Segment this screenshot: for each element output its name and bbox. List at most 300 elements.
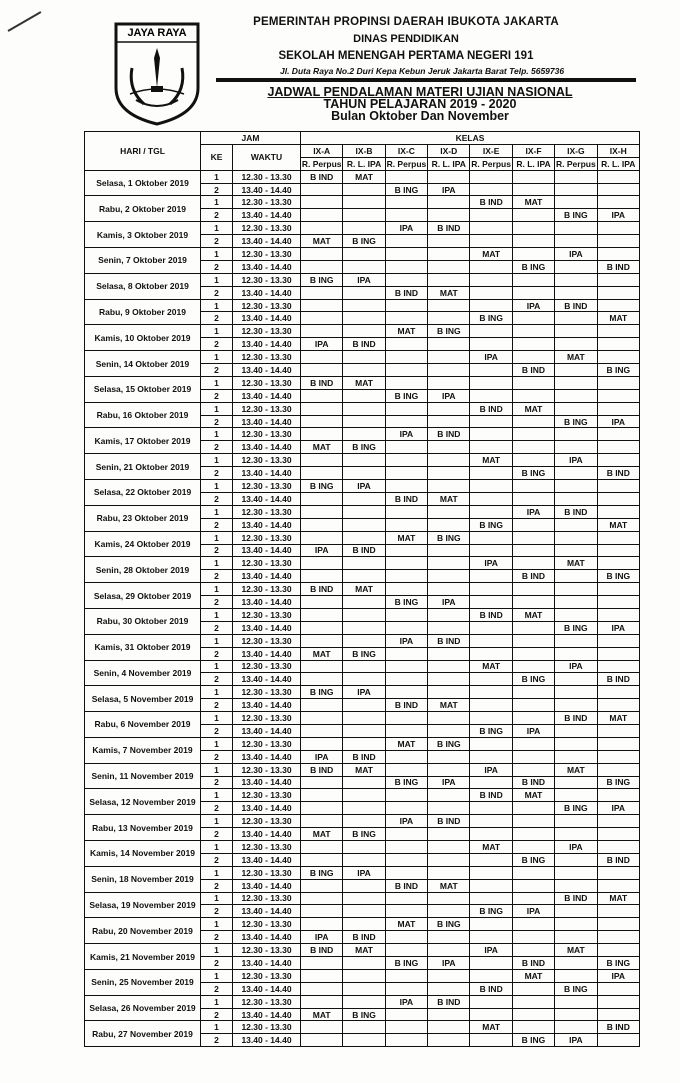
slot-number: 1: [201, 531, 233, 544]
subject-cell: [428, 621, 470, 634]
subject-cell: [428, 570, 470, 583]
subject-cell: [470, 325, 512, 338]
subject-cell: [597, 454, 639, 467]
subject-cell: [428, 944, 470, 957]
table-row: [85, 505, 640, 518]
slot-time: 13.40 - 14.40: [233, 776, 301, 789]
subject-cell: B ING: [343, 235, 385, 248]
subject-cell: [555, 583, 597, 596]
slot-number: 2: [201, 415, 233, 428]
subject-cell: [385, 763, 427, 776]
subject-cell: B ING: [512, 467, 554, 480]
subject-cell: [301, 351, 343, 364]
subject-cell: B IND: [428, 995, 470, 1008]
subject-cell: MAT: [470, 1021, 512, 1034]
slot-number: 1: [201, 428, 233, 441]
subject-cell: [428, 518, 470, 531]
subject-cell: [470, 737, 512, 750]
subject-cell: [385, 505, 427, 518]
subject-cell: B ING: [555, 802, 597, 815]
subject-cell: [343, 454, 385, 467]
table-row: [85, 428, 640, 441]
subject-cell: [343, 196, 385, 209]
subject-cell: [597, 828, 639, 841]
subject-cell: B ING: [385, 596, 427, 609]
subject-cell: [343, 1034, 385, 1047]
subject-cell: [428, 454, 470, 467]
subject-cell: [512, 686, 554, 699]
subject-cell: [343, 222, 385, 235]
subject-cell: [385, 518, 427, 531]
subject-cell: [470, 712, 512, 725]
subject-cell: [597, 931, 639, 944]
subject-cell: [512, 802, 554, 815]
slot-number: 1: [201, 712, 233, 725]
header-class: IX-C: [385, 144, 427, 157]
subject-cell: IPA: [385, 428, 427, 441]
subject-cell: [343, 879, 385, 892]
slot-time: 13.40 - 14.40: [233, 441, 301, 454]
subject-cell: [512, 235, 554, 248]
subject-cell: [428, 712, 470, 725]
subject-cell: [385, 570, 427, 583]
table-row: [85, 248, 640, 261]
subject-cell: MAT: [512, 608, 554, 621]
slot-number: 2: [201, 596, 233, 609]
agency-name: DINAS PENDIDIKAN: [353, 33, 459, 45]
slot-number: 2: [201, 879, 233, 892]
table-row: [85, 531, 640, 544]
subject-cell: B IND: [343, 338, 385, 351]
subject-cell: [343, 621, 385, 634]
subject-cell: B IND: [470, 402, 512, 415]
slot-number: 1: [201, 351, 233, 364]
subject-cell: B ING: [301, 273, 343, 286]
slot-number: 2: [201, 1034, 233, 1047]
government-name: PEMERINTAH PROPINSI DAERAH IBUKOTA JAKARTA: [253, 16, 559, 28]
subject-cell: [470, 531, 512, 544]
subject-cell: [428, 853, 470, 866]
table-row: [85, 376, 640, 389]
subject-cell: [512, 531, 554, 544]
subject-cell: IPA: [470, 763, 512, 776]
subject-cell: [512, 1008, 554, 1021]
subject-cell: [555, 750, 597, 763]
day-date: Selasa, 8 Oktober 2019: [85, 273, 201, 299]
slot-number: 2: [201, 312, 233, 325]
subject-cell: IPA: [301, 544, 343, 557]
slot-number: 1: [201, 866, 233, 879]
subject-cell: [385, 905, 427, 918]
slot-number: 2: [201, 724, 233, 737]
subject-cell: [597, 480, 639, 493]
subject-cell: [301, 815, 343, 828]
subject-cell: [597, 248, 639, 261]
subject-cell: [512, 338, 554, 351]
table-row: [85, 454, 640, 467]
slot-number: 2: [201, 776, 233, 789]
subject-cell: [512, 944, 554, 957]
subject-cell: B ING: [512, 260, 554, 273]
subject-cell: [343, 389, 385, 402]
subject-cell: [555, 441, 597, 454]
subject-cell: MAT: [512, 789, 554, 802]
slot-time: 12.30 - 13.30: [233, 634, 301, 647]
subject-cell: MAT: [597, 312, 639, 325]
subject-cell: B IND: [555, 712, 597, 725]
subject-cell: [512, 415, 554, 428]
subject-cell: [555, 789, 597, 802]
slot-time: 12.30 - 13.30: [233, 815, 301, 828]
slot-time: 12.30 - 13.30: [233, 892, 301, 905]
subject-cell: [428, 828, 470, 841]
subject-cell: [301, 518, 343, 531]
slot-number: 2: [201, 931, 233, 944]
subject-cell: [597, 338, 639, 351]
subject-cell: [512, 544, 554, 557]
slot-number: 1: [201, 273, 233, 286]
subject-cell: [385, 750, 427, 763]
table-row: [85, 944, 640, 957]
subject-cell: [470, 621, 512, 634]
subject-cell: [385, 209, 427, 222]
slot-time: 13.40 - 14.40: [233, 492, 301, 505]
subject-cell: MAT: [385, 737, 427, 750]
subject-cell: [470, 957, 512, 970]
subject-cell: B ING: [597, 957, 639, 970]
slot-time: 12.30 - 13.30: [233, 763, 301, 776]
subject-cell: B ING: [555, 621, 597, 634]
subject-cell: IPA: [301, 750, 343, 763]
day-date: Kamis, 14 November 2019: [85, 840, 201, 866]
subject-cell: [470, 183, 512, 196]
subject-cell: MAT: [343, 376, 385, 389]
slot-number: 1: [201, 376, 233, 389]
slot-time: 12.30 - 13.30: [233, 428, 301, 441]
slot-time: 12.30 - 13.30: [233, 583, 301, 596]
slot-number: 2: [201, 750, 233, 763]
subject-cell: [597, 724, 639, 737]
subject-cell: [470, 428, 512, 441]
subject-cell: MAT: [343, 583, 385, 596]
subject-cell: [470, 931, 512, 944]
day-date: Rabu, 6 November 2019: [85, 712, 201, 738]
subject-cell: MAT: [555, 944, 597, 957]
subject-cell: [512, 170, 554, 183]
slot-time: 13.40 - 14.40: [233, 389, 301, 402]
subject-cell: [428, 351, 470, 364]
slot-time: 12.30 - 13.30: [233, 789, 301, 802]
slot-time: 12.30 - 13.30: [233, 402, 301, 415]
subject-cell: B ING: [512, 853, 554, 866]
subject-cell: [470, 286, 512, 299]
subject-cell: [470, 815, 512, 828]
slot-time: 12.30 - 13.30: [233, 944, 301, 957]
subject-cell: [301, 402, 343, 415]
slot-time: 12.30 - 13.30: [233, 222, 301, 235]
subject-cell: [555, 260, 597, 273]
slot-time: 12.30 - 13.30: [233, 351, 301, 364]
subject-cell: [343, 673, 385, 686]
subject-cell: IPA: [555, 840, 597, 853]
slot-number: 2: [201, 957, 233, 970]
day-date: Kamis, 24 Oktober 2019: [85, 531, 201, 557]
subject-cell: [555, 376, 597, 389]
subject-cell: [428, 260, 470, 273]
slot-time: 13.40 - 14.40: [233, 931, 301, 944]
subject-cell: [512, 273, 554, 286]
subject-cell: IPA: [470, 351, 512, 364]
subject-cell: [343, 892, 385, 905]
subject-cell: [385, 557, 427, 570]
subject-cell: [597, 944, 639, 957]
subject-cell: [512, 699, 554, 712]
subject-cell: [470, 802, 512, 815]
subject-cell: B IND: [512, 776, 554, 789]
subject-cell: [555, 492, 597, 505]
slot-number: 2: [201, 905, 233, 918]
subject-cell: B ING: [597, 364, 639, 377]
subject-cell: [428, 196, 470, 209]
subject-cell: [343, 634, 385, 647]
header-jam: JAM: [201, 132, 301, 145]
slot-number: 2: [201, 570, 233, 583]
subject-cell: [343, 776, 385, 789]
slot-number: 1: [201, 737, 233, 750]
table-row: [85, 273, 640, 286]
subject-cell: B IND: [512, 570, 554, 583]
subject-cell: [301, 183, 343, 196]
subject-cell: [301, 673, 343, 686]
subject-cell: [385, 196, 427, 209]
title-line-2: TAHUN PELAJARAN 2019 - 2020: [323, 97, 517, 111]
subject-cell: B IND: [301, 376, 343, 389]
subject-cell: [428, 441, 470, 454]
subject-cell: [343, 518, 385, 531]
subject-cell: MAT: [343, 170, 385, 183]
subject-cell: [385, 866, 427, 879]
subject-cell: MAT: [385, 918, 427, 931]
table-row: [85, 170, 640, 183]
day-date: Senin, 4 November 2019: [85, 660, 201, 686]
subject-cell: IPA: [301, 931, 343, 944]
subject-cell: B ING: [555, 415, 597, 428]
slot-time: 13.40 - 14.40: [233, 338, 301, 351]
subject-cell: [597, 505, 639, 518]
subject-cell: [385, 931, 427, 944]
subject-cell: B ING: [343, 441, 385, 454]
subject-cell: [428, 840, 470, 853]
day-date: Kamis, 7 November 2019: [85, 737, 201, 763]
subject-cell: [470, 273, 512, 286]
subject-cell: [555, 866, 597, 879]
day-date: Rabu, 2 Oktober 2019: [85, 196, 201, 222]
subject-cell: [555, 699, 597, 712]
subject-cell: [385, 338, 427, 351]
logo-text: JAYA RAYA: [127, 27, 187, 39]
table-row: [85, 1021, 640, 1034]
header-room: R. Perpus: [301, 158, 342, 169]
subject-cell: [428, 505, 470, 518]
subject-cell: B ING: [428, 325, 470, 338]
subject-cell: [470, 441, 512, 454]
subject-cell: B IND: [555, 892, 597, 905]
subject-cell: [597, 441, 639, 454]
subject-cell: [512, 712, 554, 725]
subject-cell: B ING: [301, 686, 343, 699]
subject-cell: MAT: [512, 969, 554, 982]
subject-cell: IPA: [343, 273, 385, 286]
slot-time: 13.40 - 14.40: [233, 802, 301, 815]
letterhead-rule: [216, 78, 636, 82]
subject-cell: [343, 789, 385, 802]
pen-mark: [8, 11, 42, 32]
slot-number: 2: [201, 853, 233, 866]
slot-number: 1: [201, 454, 233, 467]
slot-time: 13.40 - 14.40: [233, 596, 301, 609]
slot-time: 13.40 - 14.40: [233, 312, 301, 325]
table-row: [85, 222, 640, 235]
slot-number: 1: [201, 763, 233, 776]
subject-cell: B IND: [343, 544, 385, 557]
slot-time: 13.40 - 14.40: [233, 699, 301, 712]
table-row: [85, 402, 640, 415]
table-row: [85, 480, 640, 493]
subject-cell: [597, 1008, 639, 1021]
subject-cell: [343, 351, 385, 364]
subject-cell: [555, 389, 597, 402]
subject-cell: IPA: [428, 957, 470, 970]
subject-cell: B ING: [301, 480, 343, 493]
subject-cell: [555, 737, 597, 750]
slot-number: 1: [201, 583, 233, 596]
subject-cell: B IND: [301, 763, 343, 776]
subject-cell: [512, 557, 554, 570]
slot-time: 13.40 - 14.40: [233, 982, 301, 995]
day-date: Senin, 25 November 2019: [85, 969, 201, 995]
subject-cell: [301, 415, 343, 428]
slot-number: 2: [201, 467, 233, 480]
subject-cell: [428, 583, 470, 596]
subject-cell: [301, 428, 343, 441]
subject-cell: [428, 1034, 470, 1047]
subject-cell: [343, 815, 385, 828]
subject-cell: B ING: [428, 531, 470, 544]
subject-cell: IPA: [301, 338, 343, 351]
subject-cell: [555, 905, 597, 918]
slot-time: 12.30 - 13.30: [233, 299, 301, 312]
subject-cell: [385, 789, 427, 802]
subject-cell: MAT: [428, 492, 470, 505]
subject-cell: [343, 286, 385, 299]
subject-cell: [555, 608, 597, 621]
subject-cell: [385, 544, 427, 557]
subject-cell: B ING: [470, 312, 512, 325]
subject-cell: [555, 647, 597, 660]
subject-cell: [470, 544, 512, 557]
header-room: R. L. IPA: [512, 157, 554, 170]
table-row: [85, 712, 640, 725]
subject-cell: [555, 995, 597, 1008]
slot-number: 1: [201, 789, 233, 802]
subject-cell: [555, 1021, 597, 1034]
subject-cell: [555, 196, 597, 209]
subject-cell: [512, 647, 554, 660]
slot-number: 2: [201, 441, 233, 454]
slot-time: 12.30 - 13.30: [233, 376, 301, 389]
subject-cell: [597, 583, 639, 596]
subject-cell: [470, 699, 512, 712]
subject-cell: [385, 647, 427, 660]
subject-cell: [385, 248, 427, 261]
subject-cell: [385, 608, 427, 621]
subject-cell: B IND: [385, 492, 427, 505]
subject-cell: [301, 454, 343, 467]
slot-time: 13.40 - 14.40: [233, 235, 301, 248]
subject-cell: [512, 892, 554, 905]
subject-cell: [597, 196, 639, 209]
subject-cell: [343, 918, 385, 931]
subject-cell: [555, 325, 597, 338]
subject-cell: IPA: [512, 299, 554, 312]
subject-cell: B ING: [555, 982, 597, 995]
subject-cell: [428, 1008, 470, 1021]
subject-cell: [385, 273, 427, 286]
table-row: [85, 634, 640, 647]
subject-cell: [343, 905, 385, 918]
letterhead: [206, 14, 606, 65]
slot-number: 1: [201, 299, 233, 312]
subject-cell: [470, 776, 512, 789]
slot-time: 13.40 - 14.40: [233, 415, 301, 428]
slot-time: 12.30 - 13.30: [233, 608, 301, 621]
subject-cell: [343, 325, 385, 338]
subject-cell: [597, 879, 639, 892]
subject-cell: B ING: [597, 570, 639, 583]
slot-number: 1: [201, 170, 233, 183]
subject-cell: [385, 686, 427, 699]
subject-cell: [512, 209, 554, 222]
header-class: IX-D: [428, 144, 470, 157]
slot-number: 1: [201, 480, 233, 493]
subject-cell: IPA: [385, 995, 427, 1008]
subject-cell: [470, 583, 512, 596]
subject-cell: IPA: [343, 686, 385, 699]
day-date: Rabu, 30 Oktober 2019: [85, 608, 201, 634]
slot-time: 13.40 - 14.40: [233, 879, 301, 892]
subject-cell: [597, 737, 639, 750]
subject-cell: [597, 982, 639, 995]
subject-cell: [385, 944, 427, 957]
subject-cell: [385, 853, 427, 866]
slot-time: 12.30 - 13.30: [233, 273, 301, 286]
subject-cell: MAT: [597, 518, 639, 531]
table-row: [85, 325, 640, 338]
subject-cell: [385, 840, 427, 853]
subject-cell: [470, 364, 512, 377]
subject-cell: [470, 647, 512, 660]
subject-cell: B ING: [555, 209, 597, 222]
subject-cell: [428, 905, 470, 918]
subject-cell: [555, 235, 597, 248]
header-ke: KE: [201, 144, 233, 170]
subject-cell: [428, 338, 470, 351]
header-class: IX-E: [470, 144, 512, 157]
day-date: Kamis, 21 November 2019: [85, 944, 201, 970]
subject-cell: [301, 660, 343, 673]
subject-cell: [555, 170, 597, 183]
subject-cell: IPA: [470, 944, 512, 957]
